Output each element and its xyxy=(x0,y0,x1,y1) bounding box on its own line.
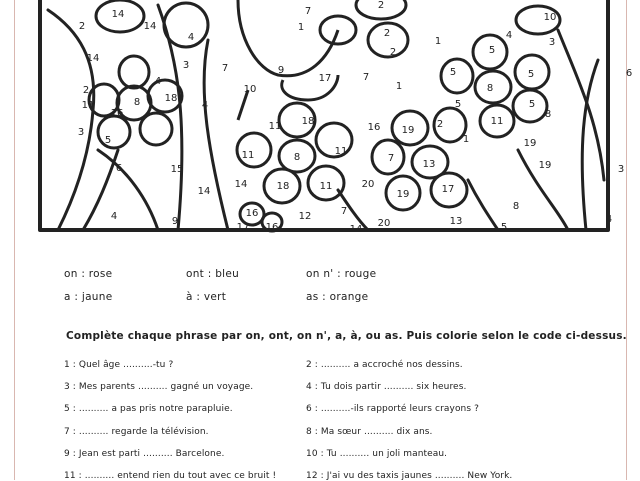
exercise-8: 8 : Ma sœur .......... dix ans. xyxy=(306,427,433,437)
region-number: 4 xyxy=(187,32,195,43)
region-number: 19 xyxy=(396,189,410,200)
region-number: 4 xyxy=(201,100,209,111)
legend-as: as : orange xyxy=(306,291,369,303)
region-number: 14 xyxy=(143,21,157,32)
exercise-1: 1 : Quel âge ..........-tu ? xyxy=(64,360,174,370)
region-number: 9 xyxy=(277,65,285,76)
region-number: 7 xyxy=(362,72,370,83)
region-number: 5 xyxy=(454,99,462,110)
exercise-7: 7 : .......... regarde la télévision. xyxy=(64,427,209,437)
region-number: 2 xyxy=(389,47,397,58)
region-number: 2 xyxy=(78,21,86,32)
region-number: 14 xyxy=(111,9,125,20)
region-number: 2 xyxy=(377,0,385,11)
region-number: 12 xyxy=(298,211,312,222)
region-number: 14 xyxy=(197,186,211,197)
region-number: 16 xyxy=(265,222,279,233)
region-number: 11 xyxy=(241,150,255,161)
instruction-text: Complète chaque phrase par on, ont, on n', a, à, ou as. Puis colorie selon le code ci-dessus. xyxy=(66,330,627,342)
region-number: 5 xyxy=(528,99,536,110)
region-number: 4 xyxy=(110,211,118,222)
region-number: 8 xyxy=(293,152,301,163)
exercise-12: 12 : J'ai vu des taxis jaunes .......... New York. xyxy=(306,471,513,481)
region-number: 10 xyxy=(243,84,257,95)
region-number: 20 xyxy=(377,218,391,229)
region-number: 7 xyxy=(340,206,348,217)
region-number: 18 xyxy=(301,116,315,127)
region-number: 4 xyxy=(154,76,162,87)
region-number: 2 xyxy=(383,28,391,39)
region-number: 14 xyxy=(86,53,100,64)
legend-a-accent: à : vert xyxy=(186,291,227,303)
region-number: 14 xyxy=(234,179,248,190)
region-number: 13 xyxy=(422,159,436,170)
region-number: 7 xyxy=(221,63,229,74)
region-number: 15 xyxy=(170,164,184,175)
region-number: 20 xyxy=(361,179,375,190)
region-number: 11 xyxy=(490,116,504,127)
region-number: 4 xyxy=(605,214,613,225)
region-number: 18 xyxy=(276,181,290,192)
region-number: 11 xyxy=(268,121,282,132)
region-number: 19 xyxy=(538,160,552,171)
region-number: 6 xyxy=(625,68,633,79)
region-number: 19 xyxy=(523,138,537,149)
legend-ont: ont : bleu xyxy=(186,268,240,280)
region-number: 1 xyxy=(434,36,442,47)
region-number: 10 xyxy=(543,12,557,23)
page-margin-left xyxy=(14,0,15,480)
region-number: 3 xyxy=(617,164,625,175)
region-number: 13 xyxy=(449,216,463,227)
region-number: 14 xyxy=(349,224,363,235)
region-number: 18 xyxy=(164,93,178,104)
region-number: 2 xyxy=(82,85,90,96)
region-number: 6 xyxy=(115,163,123,174)
region-number: 11 xyxy=(319,181,333,192)
region-number: 1 xyxy=(297,22,305,33)
exercise-5: 5 : .......... a pas pris notre parapluie. xyxy=(64,404,233,414)
region-number: 9 xyxy=(171,216,179,227)
legend-a: a : jaune xyxy=(64,291,113,303)
region-number: 2 xyxy=(436,119,444,130)
region-number: 5 xyxy=(500,222,508,233)
exercise-2: 2 : .......... a accroché nos dessins. xyxy=(306,360,463,370)
region-number: 5 xyxy=(104,135,112,146)
region-number: 8 xyxy=(512,201,520,212)
region-number: 3 xyxy=(182,60,190,71)
coloring-picture xyxy=(38,0,633,235)
exercise-11: 11 : .......... entend rien du tout avec ce bruit ! xyxy=(64,471,277,481)
region-number: 3 xyxy=(548,37,556,48)
region-number: 8 xyxy=(544,109,552,120)
region-number: 17 xyxy=(441,184,455,195)
region-number: 8 xyxy=(133,97,141,108)
region-number: 1 xyxy=(462,134,470,145)
region-number: 16 xyxy=(110,108,124,119)
legend-on-n: on n' : rouge xyxy=(306,268,377,280)
exercise-6: 6 : ..........-ils rapporté leurs crayons ? xyxy=(306,404,479,414)
region-number: 17 xyxy=(236,222,250,233)
region-number: 5 xyxy=(449,67,457,78)
exercise-4: 4 : Tu dois partir .......... six heures. xyxy=(306,382,467,392)
region-number: 4 xyxy=(505,30,513,41)
exercise-10: 10 : Tu .......... un joli manteau. xyxy=(306,449,448,459)
region-number: 16 xyxy=(245,208,259,219)
exercise-3: 3 : Mes parents .......... gagné un voyage. xyxy=(64,382,254,392)
region-number: 11 xyxy=(334,146,348,157)
region-number: 16 xyxy=(367,122,381,133)
exercise-9: 9 : Jean est parti .......... Barcelone. xyxy=(64,449,225,459)
region-number: 17 xyxy=(318,73,332,84)
region-number: 8 xyxy=(486,83,494,94)
region-number: 7 xyxy=(304,6,312,17)
region-number: 5 xyxy=(527,69,535,80)
region-number: 11 xyxy=(81,100,95,111)
region-number: 5 xyxy=(488,45,496,56)
region-number: 1 xyxy=(395,81,403,92)
region-number: 3 xyxy=(77,127,85,138)
legend-on: on : rose xyxy=(64,268,113,280)
region-number: 19 xyxy=(401,125,415,136)
region-number: 7 xyxy=(387,153,395,164)
